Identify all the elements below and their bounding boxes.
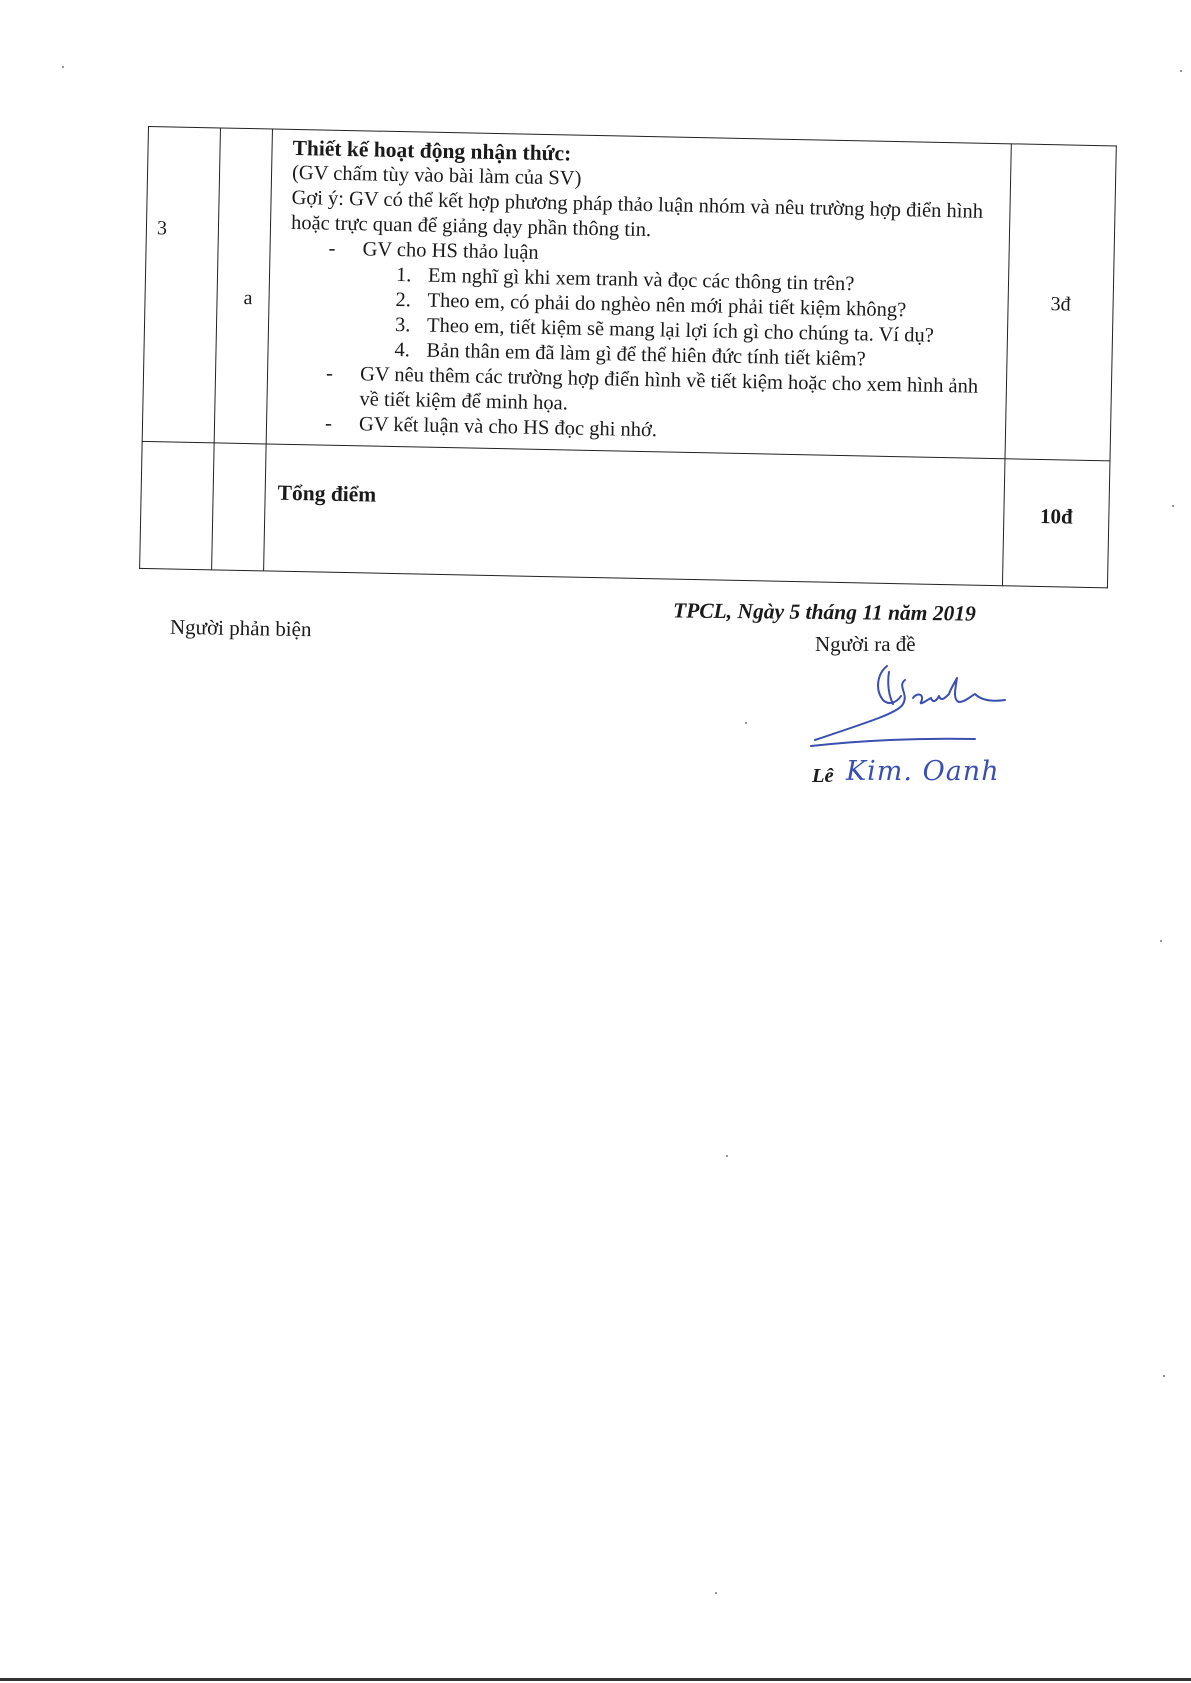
question-number-cell [142, 127, 220, 443]
points-value: 3đ [1050, 293, 1071, 316]
scan-speck [1163, 1375, 1165, 1377]
scan-speck [62, 66, 64, 68]
sub-item-cell [214, 128, 272, 444]
discussion-questions [360, 262, 998, 375]
points-cell [1005, 144, 1116, 461]
bullet-text: GV cho HS thảo luận [362, 238, 539, 264]
question-index: 3. [394, 314, 411, 337]
question-text: Theo em, tiết kiệm sẽ mang lại lợi ích gì cho chúng ta. Ví dụ? [426, 314, 935, 347]
question-row [142, 127, 1116, 461]
author-name-handwritten: Kim. Oanh [846, 756, 1000, 787]
answer-heading: Thiết kế hoạt động nhận thức: [292, 135, 572, 166]
suggestion-text: Gợi ý: GV có thể kết hợp phương pháp thảo luận nhóm và nêu trường hợp điển hình hoặc trực quan để giảng dạy phần thông tin. [290, 186, 984, 242]
scan-speck [1180, 70, 1182, 72]
total-label-cell [264, 444, 1005, 586]
grading-table-wrapper [139, 126, 1116, 588]
bullet-text: GV kết luận và cho HS đọc ghi nhớ. [358, 413, 658, 442]
question-index: 1. [395, 264, 412, 287]
scan-edge [0, 1678, 1191, 1681]
date-line: TPCL, Ngày 5 tháng 11 năm 2019 [672, 598, 976, 626]
bullet-text: GV nêu thêm các trường hợp điển hình về tiết kiệm hoặc cho xem hình ảnh về tiết kiệm để minh họa. [359, 363, 979, 415]
list-item [326, 237, 998, 375]
grading-note: (GV chấm tùy vào bài làm của SV) [291, 161, 582, 190]
sub-item-label: a [243, 286, 253, 310]
question-index: 2. [395, 289, 412, 312]
total-row [140, 441, 1110, 587]
total-points-cell [1002, 459, 1110, 588]
author-name-prefix: Lê [812, 765, 834, 787]
grading-table [139, 126, 1117, 588]
scan-speck [1172, 505, 1174, 507]
scan-speck [726, 1155, 728, 1157]
question-text: Bản thân em đã làm gì để thể hiên đức tính tiết kiêm? [426, 339, 866, 371]
answer-content-cell [266, 129, 1011, 459]
scan-speck [1160, 940, 1162, 942]
empty-cell [212, 443, 267, 571]
question-text: Theo em, có phải do nghèo nên mới phải tiết kiệm không? [427, 289, 907, 322]
question-text: Em nghĩ gì khi xem tranh và đọc các thông tin trên? [427, 264, 855, 296]
scan-speck [715, 1592, 717, 1594]
activity-list [287, 236, 999, 450]
reviewer-label: Người phản biện [169, 614, 312, 642]
empty-cell [140, 441, 215, 569]
total-label: Tổng điểm [277, 480, 377, 507]
question-number: 3 [156, 217, 168, 240]
question-index: 4. [394, 338, 411, 362]
author-label: Người ra đề [815, 632, 916, 656]
total-points: 10đ [1039, 503, 1073, 529]
signature-image [805, 660, 1015, 755]
scan-speck [745, 722, 747, 724]
